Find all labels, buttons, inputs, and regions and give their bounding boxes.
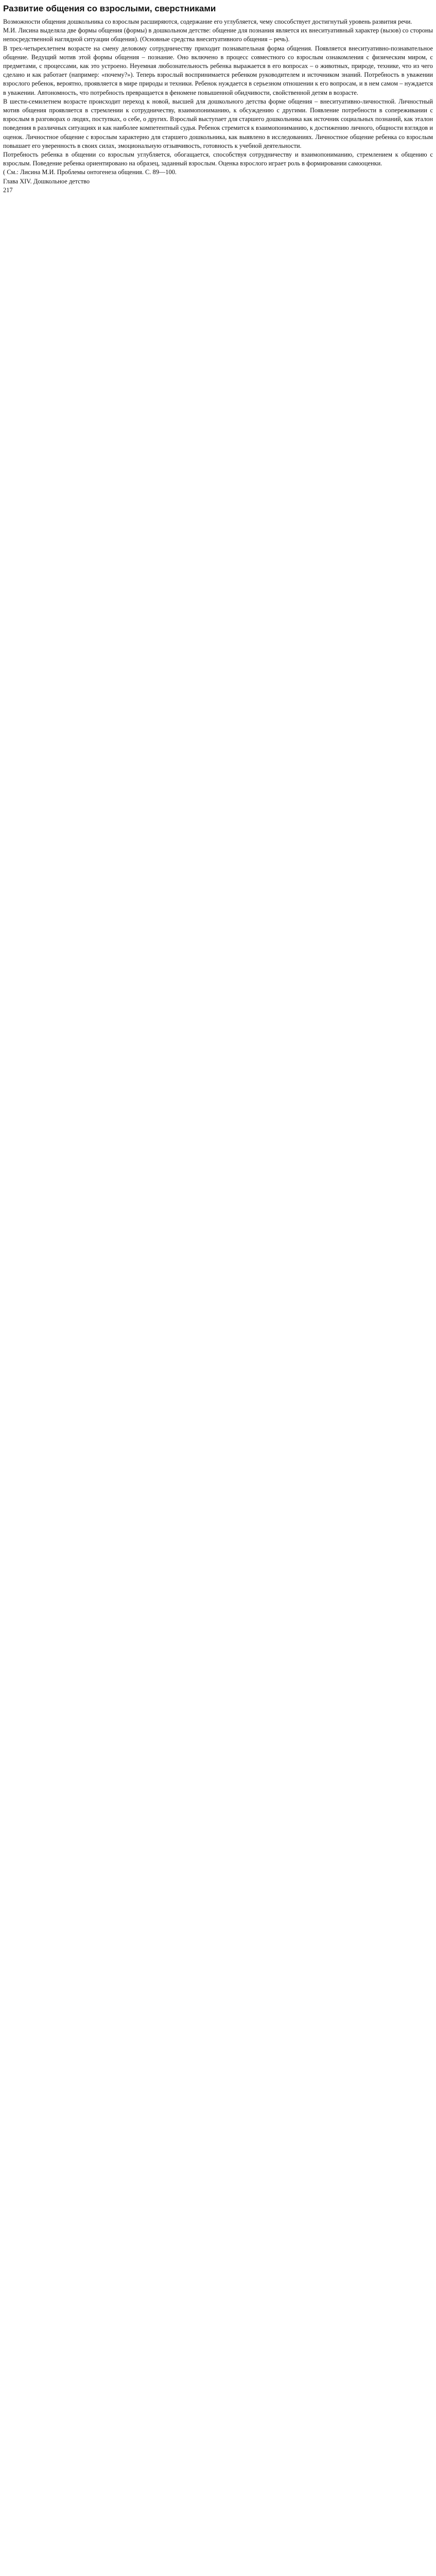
paragraph-4: В шести-семилетнем возрасте происходит переход к новой, высшей для дошкольного детства форме общения – внеситуативно-личностной. Личностный мотив общения проявляется в стремлении к сотрудничеству, взаимопониманию, к обсуждению с другими. Появление потребности в сопереживании с взрослым в разговорах о людях, поступках, о себе, о других. Взрослый выступает для старшего дошкольника как источник социальных познаний, как эталон поведения в различных ситуациях и как наиболее компетентный судья. Ребенок стремится к взаимопониманию, к достижению личного, общности взглядов и оценок. Личностное общение с взрослым характерно для старшего дошкольника, как выявлено в исследованиях. Личностное общение ребенка со взрослым повышает его уверенность в своих силах, эмоциональную отзывчивость, готовность к учебной деятельности. <box>3 97 433 149</box>
paragraph-1: Возможности общения дошкольника со взрослым расширяются, содержание его углубляется, чему способствует достигнутый уровень развития речи. <box>3 18 412 25</box>
page-title: Развитие общения со взрослыми, сверстниками <box>3 4 216 13</box>
page-number: 217 <box>3 186 13 194</box>
paragraph-3: В трех-четырехлетнем возрасте на смену деловому сотрудничеству приходит познавательная форма общения. Появляется внеситуативно-познавательное общение. Ведущий мотив этой формы общения – познание. Оно включено в процесс совместного со взрослым ознакомления с физическим миром, с предметами, с процессами, как это устроено. Неуемная любознательность ребенка выражается в его вопросах – о животных, природе, технике, что из чего сделано и как работает (например: «почему?»). Теперь взрослый воспринимается ребенком руководителем и источником знаний. Потребность в уважении взрослого ребенок, вероятно, проявляется в мире природы и техники. Ребенок нуждается в серьезном отношении к его вопросам, и в нем самом – нуждается в уважении. Автономность, что потребность превращается в феномене повышенной обидчивости, свойственной детям в возрасте. <box>3 44 433 96</box>
paragraph-5: Потребность ребенка в общении со взрослым углубляется, обогащается, способствуя сотрудничеству и взаимопониманию, стремлением к общению с взрослым. Поведение ребенка ориентировано на образец, заданный взрослым. Оценка взрослого играет роль в формировании самооценки. <box>3 151 433 167</box>
paragraph-2: М.И. Лисина выделяла две формы общения (формы) в дошкольном детстве: общение для познания является их внеситуативный характер (вызов) со стороны непосредственной наглядной ситуации общения). (Основные средства внеситуативного общения – речь). <box>3 27 433 43</box>
footnote-source: ( См.: Лисина М.И. Проблемы онтогенеза общения. С. 89—100. <box>3 168 177 176</box>
chapter-heading: Глава XIV. Дошкольное детство <box>3 177 90 185</box>
